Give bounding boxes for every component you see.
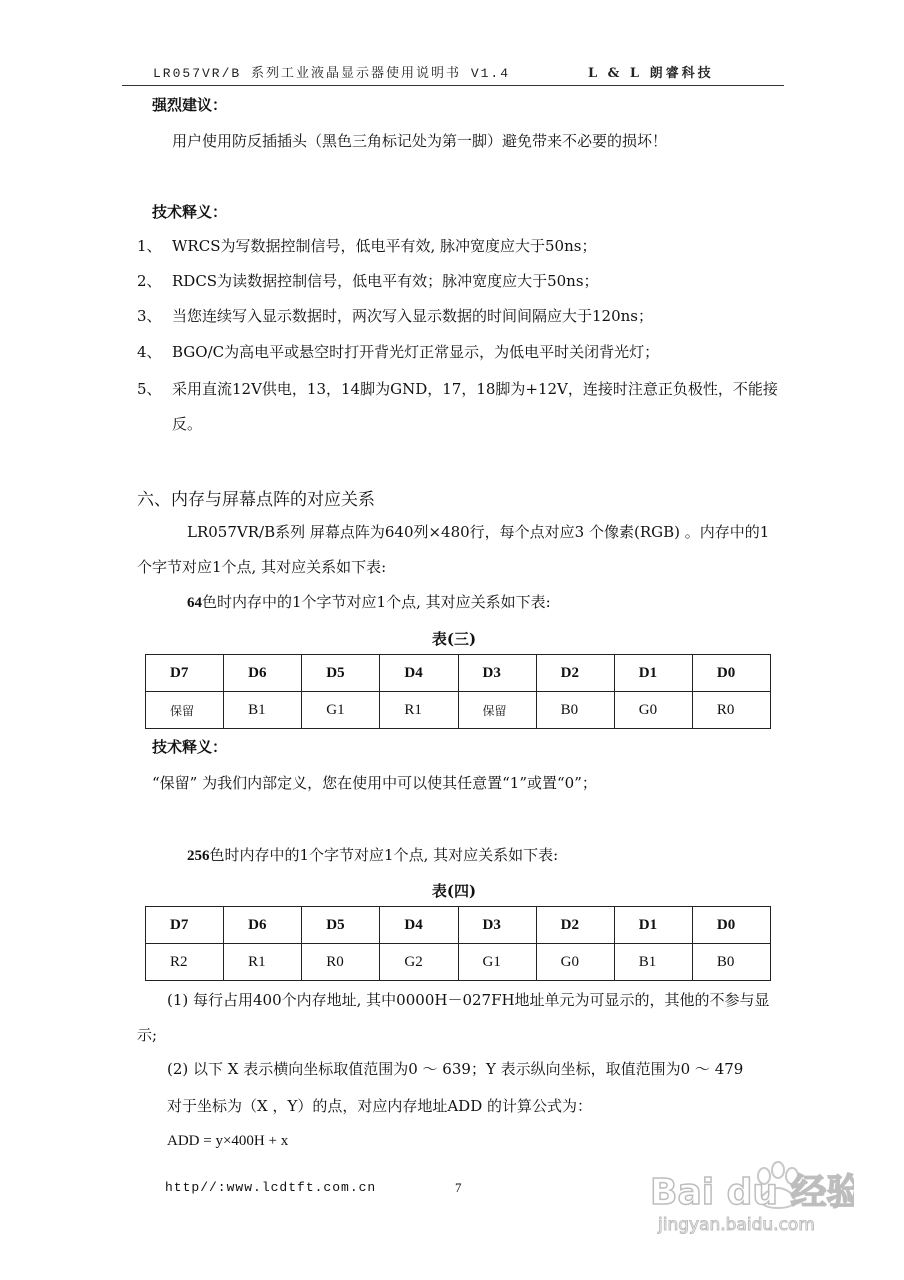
tech-item-continuation: 反。 — [172, 415, 203, 433]
color64-intro — [187, 592, 551, 613]
tech-item-text: BGO/C为高电平或悬空时打开背光灯正常显示，为低电平时关闭背光灯； — [172, 343, 660, 361]
table-header-cell: D4 — [380, 907, 458, 944]
watermark-graphic — [644, 1146, 854, 1236]
note2-line2: 对于坐标为（X ，Y）的点，对应内存地址ADD 的计算公式为： — [167, 1097, 593, 1115]
note1-line1: (1) 每行占用400个内存地址, 其中0000H－027FH地址单元为可显示的，其他的不参与显 — [167, 991, 770, 1009]
table-header-row — [146, 907, 771, 944]
table-cell: G0 — [614, 692, 692, 729]
advice-title: 强烈建议： — [152, 96, 228, 114]
table-header-cell: D6 — [224, 907, 302, 944]
header-rule — [122, 85, 784, 86]
table-header-cell: D1 — [614, 907, 692, 944]
table-header-cell: D6 — [224, 655, 302, 692]
table-header-cell: D3 — [458, 907, 536, 944]
table-header-cell: D3 — [458, 655, 536, 692]
table-cell: B1 — [614, 944, 692, 981]
color64-count: 64 — [187, 595, 202, 611]
color256-count: 256 — [187, 848, 210, 864]
watermark — [644, 1146, 854, 1236]
header-title: LR057VR/B 系列工业液晶显示器使用说明书 V1.4 — [153, 66, 511, 81]
table-header-cell: D2 — [536, 907, 614, 944]
table4 — [145, 906, 771, 981]
tech-item-number: 4、 — [137, 343, 162, 361]
table-cell: B0 — [536, 692, 614, 729]
table-header-cell: D5 — [302, 655, 380, 692]
advice-text: 用户使用防反插插头（黑色三角标记处为第一脚）避免带来不必要的损坏！ — [172, 132, 668, 150]
table-header-cell: D1 — [614, 655, 692, 692]
section-intro-line1: LR057VR/B系列 屏幕点阵为640列×480行，每个点对应3 个像素(RGB) 。内存中的1 — [187, 523, 770, 541]
note2-line1: (2) 以下 X 表示横向坐标取值范围为0 ～ 639；Y 表示纵向坐标，取值范围为0 ～ 479 — [167, 1060, 744, 1078]
table-cell: G0 — [536, 944, 614, 981]
table-row — [146, 692, 771, 729]
table-header-cell: D7 — [146, 907, 224, 944]
tech-item-number: 1、 — [137, 237, 162, 255]
table-cell: 保留 — [146, 692, 224, 729]
tech-notes-title: 技术释义： — [152, 203, 228, 221]
table-cell: G1 — [458, 944, 536, 981]
tech-item-number: 3、 — [137, 307, 162, 325]
color64-text: 色时内存中的1个字节对应1个点, 其对应关系如下表: — [202, 593, 551, 611]
table-cell: B0 — [692, 944, 770, 981]
tech-item-text: RDCS为读数据控制信号，低电平有效；脉冲宽度应大于50ns； — [172, 272, 599, 290]
section-intro-line2: 个字节对应1个点, 其对应关系如下表: — [137, 558, 387, 576]
table-cell: R0 — [302, 944, 380, 981]
table-cell: R1 — [380, 692, 458, 729]
tech-item-text: 采用直流12V供电，13，14脚为GND，17，18脚为+12V，连接时注意正负极性，不能接 — [172, 380, 778, 398]
note1-line2: 示; — [137, 1026, 158, 1044]
header-company: L & L 朗睿科技 — [588, 66, 714, 81]
table-cell: 保留 — [458, 692, 536, 729]
table-cell: R0 — [692, 692, 770, 729]
table-header-cell: D0 — [692, 655, 770, 692]
table-cell: G2 — [380, 944, 458, 981]
table3-caption: 表(三) — [431, 630, 477, 648]
footer-url: http//:www.lcdtft.com.cn — [165, 1180, 377, 1195]
watermark-brand: Bai du 经验 — [650, 1172, 854, 1213]
table-header-cell: D2 — [536, 655, 614, 692]
table-header-row — [146, 655, 771, 692]
tech-notes-title-2: 技术释义： — [152, 738, 228, 756]
table-cell: R2 — [146, 944, 224, 981]
table-cell: B1 — [224, 692, 302, 729]
table-header-cell: D7 — [146, 655, 224, 692]
table4-caption: 表(四) — [431, 882, 477, 900]
table-header-cell: D4 — [380, 655, 458, 692]
table3 — [145, 654, 771, 729]
watermark-url: jingyan.baidu.com — [658, 1215, 815, 1235]
table-row — [146, 944, 771, 981]
color256-text: 色时内存中的1个字节对应1个点, 其对应关系如下表: — [209, 846, 559, 864]
tech-item-text: WRCS为写数据控制信号，低电平有效, 脉冲宽度应大于50ns； — [172, 237, 597, 255]
tech-item-number: 2、 — [137, 272, 162, 290]
table-cell: G1 — [302, 692, 380, 729]
table-header-cell: D5 — [302, 907, 380, 944]
color256-intro — [187, 845, 558, 866]
table-cell: R1 — [224, 944, 302, 981]
section-heading: 六、内存与屏幕点阵的对应关系 — [137, 490, 375, 510]
table-header-cell: D0 — [692, 907, 770, 944]
paw-icon — [758, 1168, 770, 1184]
page-number: 7 — [455, 1180, 462, 1195]
tech-item-number: 5、 — [137, 380, 162, 398]
reserved-note: “保留” 为我们内部定义，您在使用中可以使其任意置“1”或置“0”； — [152, 774, 597, 792]
tech-item-text: 当您连续写入显示数据时，两次写入显示数据的时间间隔应大于120ns； — [172, 307, 653, 325]
address-formula: ADD = y×400H + x — [167, 1133, 289, 1149]
